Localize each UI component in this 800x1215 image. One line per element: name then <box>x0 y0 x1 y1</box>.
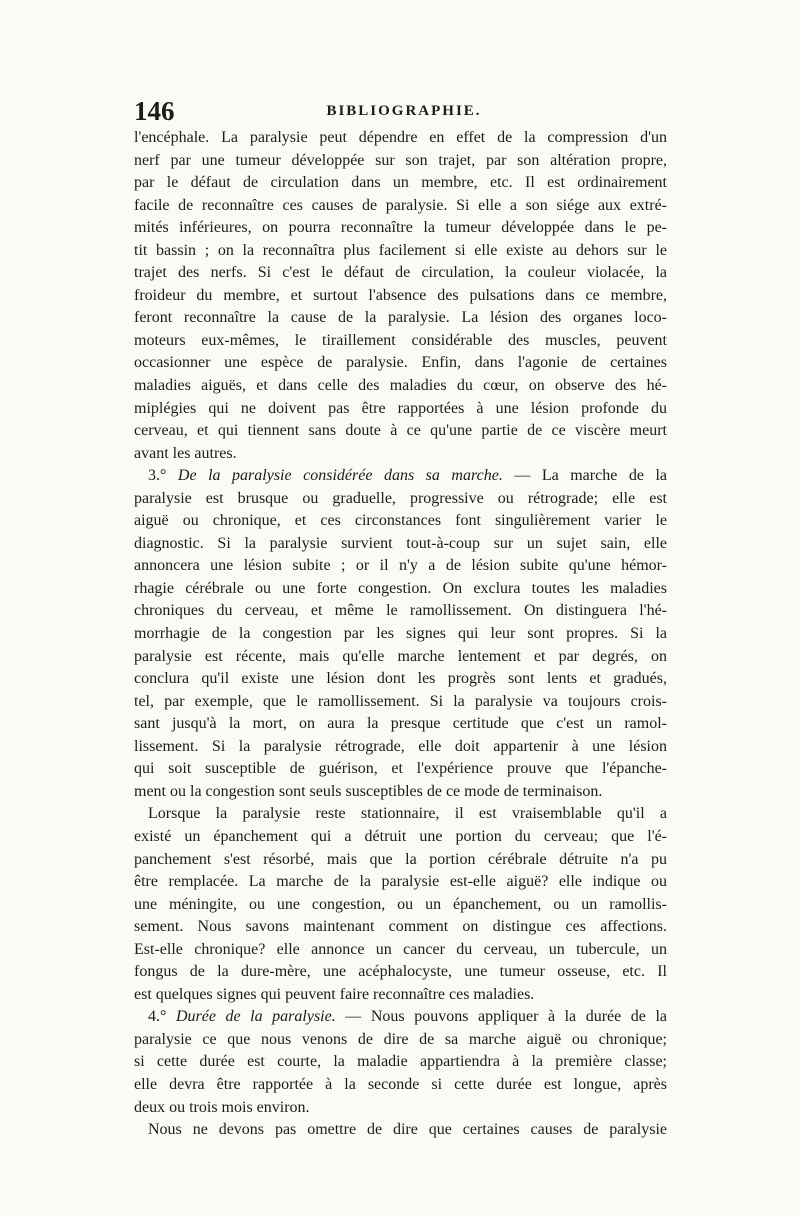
text-line: elle devra être rapportée à la seconde si cette durée est longue, après <box>134 1075 667 1093</box>
text-line: tel, par exemple, que le ramollissement. Si la paralysie va toujours crois- <box>134 692 667 710</box>
text-line: par le défaut de circulation dans un membre, etc. Il est ordinairement <box>134 174 667 192</box>
text-line: est quelques signes qui peuvent faire reconnaître ces maladies. <box>134 985 535 1003</box>
text-line: Lorsque la paralysie reste stationnaire, il est vraisemblable qu'il a <box>148 805 667 823</box>
text-line: paralysie est brusque ou graduelle, progressive ou rétrograde; elle est <box>134 489 667 507</box>
paragraph <box>134 1119 667 1142</box>
text-line: rhagie cérébrale ou une forte congestion. On exclura toutes les maladies <box>134 579 667 597</box>
text-line: deux ou trois mois environ. <box>134 1098 310 1116</box>
text-line: existé un épanchement qui a détruit une portion du cerveau; que l'é- <box>134 827 667 845</box>
text-line: fongus de la dure-mère, une acéphalocyste, une tumeur osseuse, etc. Il <box>134 963 667 981</box>
page-header <box>134 96 674 126</box>
paragraph <box>134 1006 667 1119</box>
text-line: nerf par une tumeur développée sur son trajet, par son altération propre, <box>134 151 667 169</box>
text-line: une méningite, ou une congestion, ou un épanchement, ou un ramollis- <box>134 895 667 913</box>
section-number: 4.° <box>148 1008 176 1026</box>
text-line: Est-elle chronique? elle annonce un cancer du cerveau, un tubercule, un <box>134 940 667 958</box>
text-line: tit bassin ; on la reconnaîtra plus facilement si elle existe au dehors sur le <box>134 241 667 259</box>
text-line: l'encéphale. La paralysie peut dépendre en effet de la compression d'un <box>134 129 667 146</box>
text-line: diagnostic. Si la paralysie survient tout-à-coup sur un sujet sain, elle <box>134 534 667 552</box>
text-line: cerveau, et qui tiennent sans doute à ce qu'une partie de ce viscère meurt <box>134 422 667 440</box>
text-line: occasionner une espèce de paralysie. Enfin, dans l'agonie de certaines <box>134 354 667 372</box>
text-line: froideur du membre, et surtout l'absence des pulsations dans ce membre, <box>134 286 667 304</box>
text-line <box>134 465 667 488</box>
text-line: lissement. Si la paralysie rétrograde, elle doit appartenir à une lésion <box>134 737 667 755</box>
section-title: Durée de la paralysie. <box>175 1008 336 1026</box>
paragraph <box>134 803 667 1006</box>
text-line: feront reconnaître la cause de la paralysie. La lésion des organes loco- <box>134 309 667 327</box>
text-line: paralysie est récente, mais qu'elle marche lentement et par degrés, on <box>134 647 667 665</box>
line-text: — La marche de la <box>502 467 667 485</box>
text-line <box>134 1006 667 1029</box>
page-number: 146 <box>134 96 175 126</box>
text-line: facile de reconnaître ces causes de paralysie. Si elle a son siége aux extré- <box>134 196 667 214</box>
paragraph <box>134 127 667 465</box>
text-line: sant jusqu'à la mort, on aura la presque certitude que c'est un ramol- <box>134 715 667 733</box>
page-body <box>134 127 667 1142</box>
text-line: miplégies qui ne doivent pas être rapportées à une lésion profonde du <box>134 399 667 417</box>
section-title: De la paralysie considérée dans sa marche. <box>177 467 503 485</box>
text-line: paralysie ce que nous venons de dire de sa marche aiguë ou chronique; <box>134 1030 667 1048</box>
running-head: BIBLIOGRAPHIE. <box>326 103 482 119</box>
text-line: chroniques du cerveau, et même le ramollissement. On distinguera l'hé- <box>134 602 667 620</box>
text-line: maladies aiguës, et dans celle des maladies du cœur, on observe des hé- <box>134 377 667 395</box>
text-line: panchement s'est résorbé, mais que la portion cérébrale détruite n'a pu <box>134 850 667 868</box>
text-line: trajet des nerfs. Si c'est le défaut de circulation, la couleur violacée, la <box>134 264 667 282</box>
text-line: moteurs eux-mêmes, le tiraillement considérable des muscles, peuvent <box>134 331 667 349</box>
text-line: Nous ne devons pas omettre de dire que certaines causes de paralysie <box>148 1121 667 1139</box>
text-line: avant les autres. <box>134 444 237 462</box>
text-line: ment ou la congestion sont seuls susceptibles de ce mode de terminaison. <box>134 782 603 800</box>
text-line: sement. Nous savons maintenant comment on distingue ces affections. <box>134 918 667 936</box>
line-text: — Nous pouvons appliquer à la durée de la <box>335 1008 668 1026</box>
text-line: qui soit susceptible de guérison, et l'expérience prouve que l'épanche- <box>134 760 667 778</box>
text-line: être remplacée. La marche de la paralysie est-elle aiguë? elle indique ou <box>134 873 667 891</box>
text-line: conclura qu'il existe une lésion dont les progrès sont lents et gradués, <box>134 670 667 688</box>
section-number: 3.° <box>148 467 178 485</box>
text-line: annoncera une lésion subite ; or il n'y a de lésion subite qu'une hémor- <box>134 557 667 575</box>
text-line: aiguë ou chronique, et ces circonstances font singulièrement varier le <box>134 512 667 530</box>
text-line: morrhagie de la congestion par les signes qui leur sont propres. Si la <box>134 625 667 643</box>
paragraph <box>134 465 667 803</box>
text-line: mités inférieures, on pourra reconnaître la tumeur développée dans le pe- <box>134 219 667 237</box>
text-line: si cette durée est courte, la maladie appartiendra à la première classe; <box>134 1053 667 1071</box>
